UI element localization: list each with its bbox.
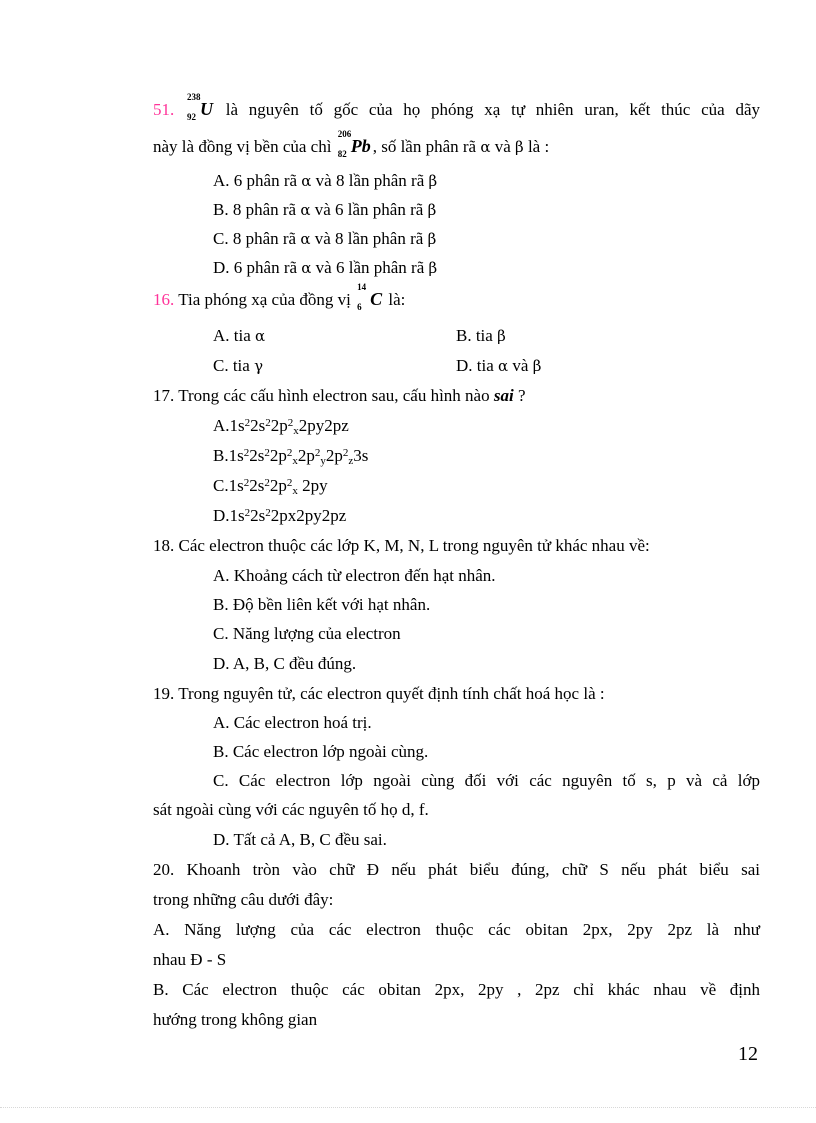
- q17-option-b: $B.1s^22s^22p^2_x2p^2_y2p^2_z3s$: [213, 446, 369, 467]
- q20-statement-a-line2: nhau Đ - S: [153, 950, 227, 969]
- carbon-14-notation: 14 6 C: [357, 282, 383, 312]
- q17-option-d: $D.1s^22s^22px2py2pz$: [213, 506, 347, 525]
- q19-option-b: B. Các electron lớp ngoài cùng.: [213, 742, 429, 761]
- q16-option-a: A. tia α: [213, 326, 266, 345]
- page-bottom-rule: [0, 1107, 816, 1108]
- q19-option-d: D. Tất cả A, B, C đều sai.: [213, 830, 387, 849]
- q16-option-c: C. tia γ: [213, 356, 264, 375]
- q17-option-c: $C.1s^22s^22p^2_x$ 2py: [213, 476, 328, 497]
- q16-line: 16. Tia phóng xạ của đồng vị 14 6 C là:: [153, 282, 406, 312]
- q51-option-d: D. 6 phân rã α và 6 lần phân rã β: [213, 258, 438, 277]
- q51-number: 51.: [153, 100, 175, 119]
- q51-option-b: B. 8 phân rã α và 6 lần phân rã β: [213, 200, 437, 219]
- beta-symbol: β: [515, 138, 524, 156]
- q18-option-a: A. Khoảng cách từ electron đến hạt nhân.: [213, 566, 496, 585]
- gamma-symbol: γ: [254, 357, 264, 375]
- q19-line: 19. Trong nguyên tử, các electron quyết định tính chất hoá học là :: [153, 684, 605, 703]
- q18-option-d: D. A, B, C đều đúng.: [213, 654, 357, 673]
- q17-line: 17. Trong các cấu hình electron sau, cấu hình nào sai ?: [153, 386, 526, 405]
- q20-statement-b-line1: B. Các electron thuộc các obitan 2px, 2py , 2pz chỉ khác nhau về định: [153, 980, 760, 999]
- q17-option-a: $A.1s^22s^22p^2_x2py2pz$: [213, 416, 349, 437]
- q17-sai-emphasis: sai: [493, 386, 514, 405]
- q19-option-c-line2: sát ngoài cùng với các nguyên tố họ d, f.: [153, 800, 429, 819]
- lead-206-notation: 206 82 Pb: [337, 129, 371, 159]
- q20-statement-a-line1: A. Năng lượng của các electron thuộc các obitan 2px, 2py 2pz là như: [153, 920, 760, 939]
- q51-line2: này là đồng vị bền của chì 206 82 Pb , số lần phân rã α và β là :: [153, 129, 550, 159]
- q51-option-c: C. 8 phân rã α và 8 lần phân rã β: [213, 229, 437, 248]
- q18-line: 18. Các electron thuộc các lớp K, M, N, L trong nguyên tử khác nhau về:: [153, 536, 650, 555]
- q16-number: 16.: [153, 290, 175, 309]
- q20-line1: 20. Khoanh tròn vào chữ Đ nếu phát biểu đúng, chữ S nếu phát biểu sai: [153, 860, 760, 879]
- q19-option-c-line1: C. Các electron lớp ngoài cùng đối với các nguyên tố s, p và cả lớp: [213, 771, 760, 790]
- q20-statement-b-line2: hướng trong không gian: [153, 1010, 318, 1029]
- page-number: 12: [738, 1043, 758, 1065]
- uranium-238-notation: 238 92 U: [187, 92, 214, 122]
- q51-line1: 51. 238 92 U là nguyên tố gốc của họ phóng xạ tự nhiên uran, kết thúc của dãy: [153, 92, 760, 122]
- q51-option-a: A. 6 phân rã α và 8 lần phân rã β: [213, 171, 438, 190]
- q20-line2: trong những câu dưới đây:: [153, 890, 334, 909]
- q18-option-b: B. Độ bền liên kết với hạt nhân.: [213, 595, 431, 614]
- q19-option-a: A. Các electron hoá trị.: [213, 713, 372, 732]
- q16-option-d: D. tia α và β: [456, 356, 542, 375]
- q18-option-c: C. Năng lượng của electron: [213, 624, 401, 643]
- q16-option-b: B. tia β: [456, 326, 506, 345]
- alpha-symbol: α: [480, 138, 491, 156]
